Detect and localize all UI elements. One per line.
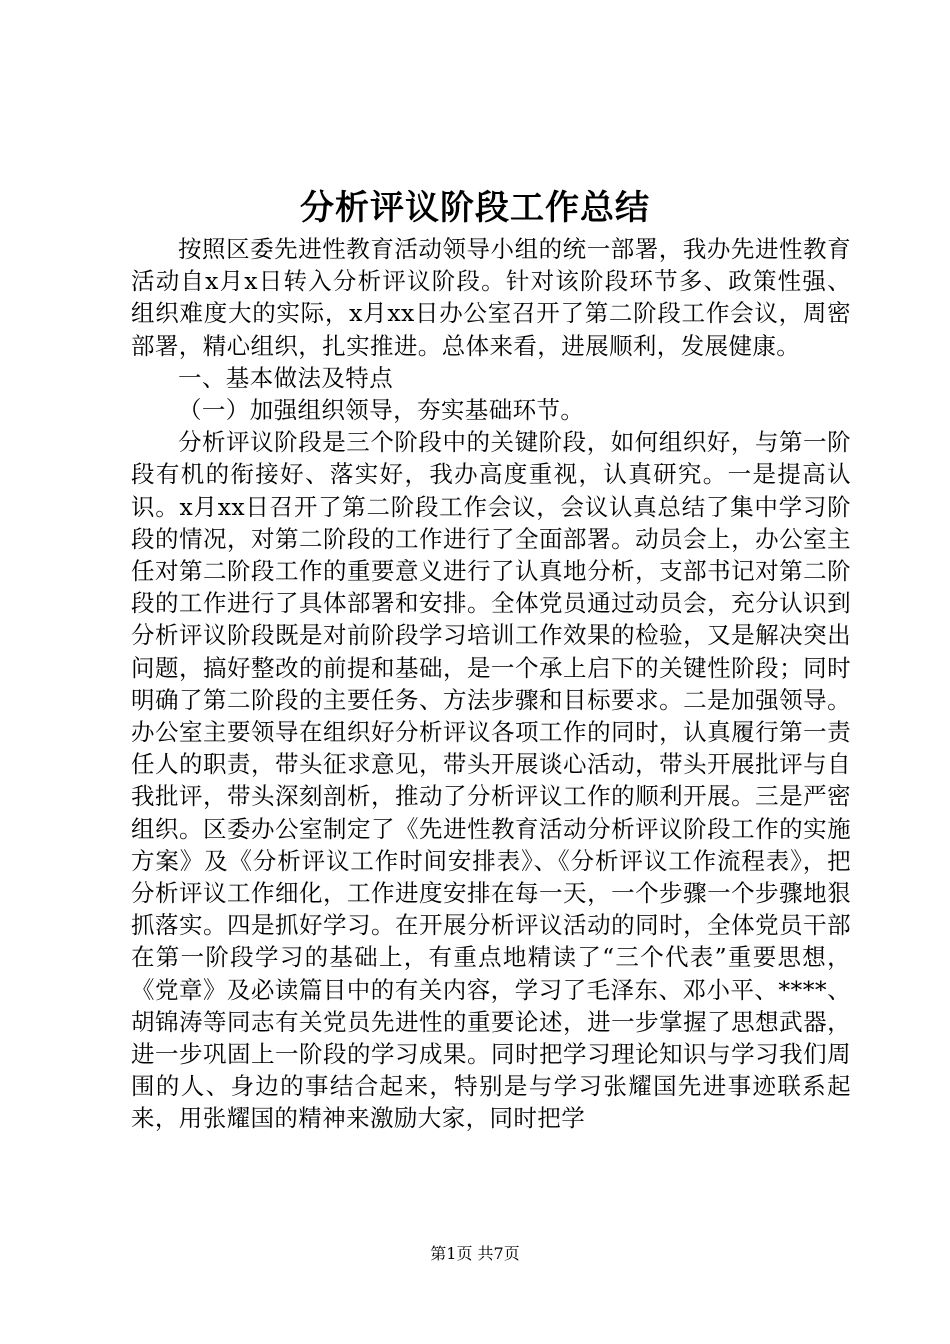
paragraph-body: 分析评议阶段是三个阶段中的关键阶段，如何组织好，与第一阶段有机的衔接好、落实好，我办高度重视，认真研究。一是提高认识。x月xx日召开了第二阶段工作会议，会议认真总结了集中学习阶段的情况，对第二阶段的工作进行了全面部署。动员会上，办公室主任对第二阶段工作的重要意义进行了认真地分析，支部书记对第二阶段的工作进行了具体部署和安排。全体党员通过动员会，充分认识到分析评议阶段既是对前阶段学习培训工作效果的检验，又是解决突出问题，搞好整改的前提和基础，是一个承上启下的关键性阶段；同时明确了第二阶段的主要任务、方法步骤和目标要求。二是加强领导。办公室主要领导在组织好分析评议各项工作的同时，认真履行第一责任人的职责，带头征求意见，带头开展谈心活动，带头开展批评与自我批评，带头深刻剖析，推动了分析评议工作的顺利开展。三是严密组织。区委办公室制定了《先进性教育活动分析评议阶段工作的实施方案》及《分析评议工作时间安排表》、《分析评议工作流程表》，把分析评议工作细化，工作进度安排在每一天，一个步骤一个步骤地狠抓落实。四是抓好学习。在开展分析评议活动的同时，全体党员干部在第一阶段学习的基础上，有重点地精读了“三个代表”重要思想，《党章》及必读篇目中的有关内容，学习了毛泽东、邓小平、****、胡锦涛等同志有关党员先进性的重要论述，进一步掌握了思想武器，进一步巩固上一阶段的学习成果。同时把学习理论知识与学习我们周围的人、身边的事结合起来，特别是与学习张耀国先进事迹联系起来，用张耀国的精神来激励大家，同时把学 [131, 428, 851, 1133]
document-title: 分析评议阶段工作总结 [300, 188, 650, 228]
paragraph-intro: 按照区委先进性教育活动领导小组的统一部署，我办先进性教育活动自x月x日转入分析评议阶段。针对该阶段环节多、政策性强、组织难度大的实际，x月xx日办公室召开了第二阶段工作会议，周密部署，精心组织，扎实推进。总体来看，进展顺利，发展健康。 [131, 235, 851, 360]
heading-subsection-1: （一）加强组织领导，夯实基础环节。 [178, 396, 585, 425]
page-number-footer: 第1页 共7页 [430, 1244, 520, 1263]
heading-section-1: 一、基本做法及特点 [178, 363, 394, 392]
document-body [131, 233, 851, 1135]
